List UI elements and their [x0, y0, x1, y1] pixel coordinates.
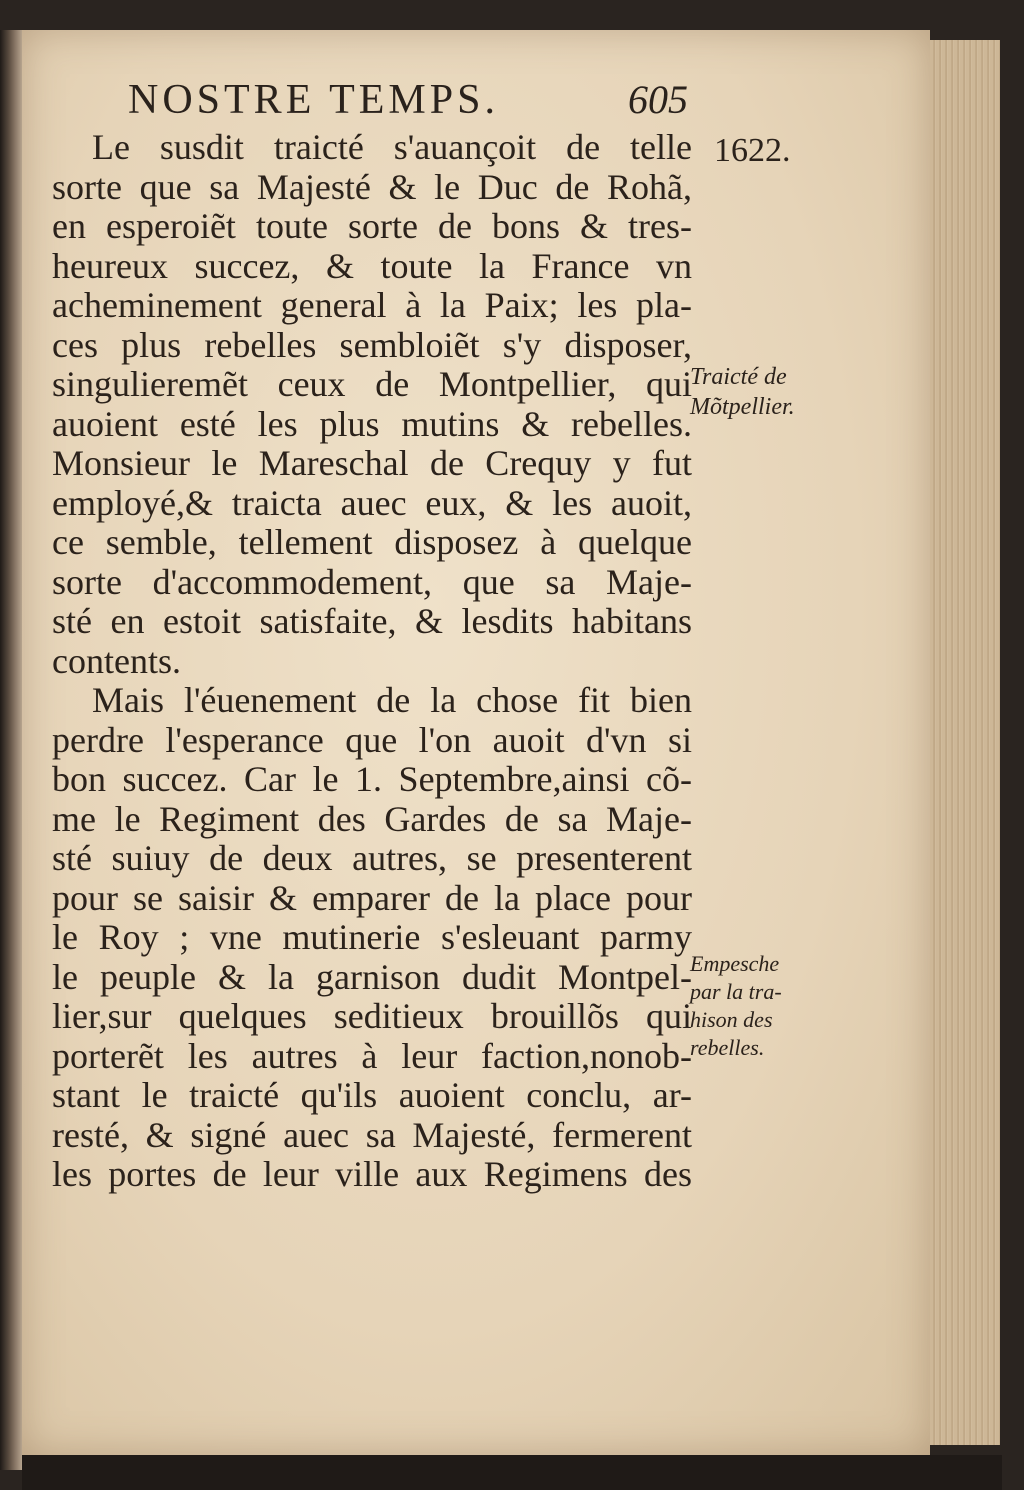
body-text: [52, 128, 692, 1195]
text-line: Le susdit traicté s'auançoit de telle: [92, 127, 692, 167]
text-line: Monsieur le Mareschal de Crequy y fut: [52, 443, 692, 483]
text-line: contents.: [52, 640, 181, 681]
text-line: resté, & signé auec sa Majesté, fermerent: [52, 1114, 692, 1155]
text-line: en esperoiẽt toute sorte de bons & tres-: [52, 206, 692, 246]
text-line: sté en estoit satisfaite, & lesdits habitans: [52, 601, 692, 641]
margin-note-line: rebelles.: [690, 1035, 765, 1060]
page-header: [128, 72, 688, 128]
text-line: me le Regiment des Gardes de sa Maje-: [52, 798, 692, 839]
margin-note-line: hison des: [690, 1007, 773, 1032]
text-line: le Roy ; vne mutinerie s'esleuant parmy: [52, 917, 692, 957]
margin-note-line: Empesche: [690, 951, 780, 976]
bottom-margin-dark: [22, 1455, 1002, 1490]
text-line: pour se saisir & emparer de la place pour: [52, 877, 692, 918]
margin-year: 1622.: [714, 132, 791, 169]
text-line: singulieremẽt ceux de Montpellier, qui: [52, 364, 692, 404]
text-line: bon succez. Car le 1. Septembre,ainsi cõ-: [52, 759, 692, 799]
text-line: employé,& traicta auec eux, & les auoit,: [52, 482, 692, 523]
text-line: stant le traicté qu'ils auoient conclu, ar-: [52, 1075, 692, 1115]
page-number: 605: [628, 77, 688, 122]
margin-note-hindered: [690, 950, 830, 1062]
text-line: sorte que sa Majesté & le Duc de Rohã,: [52, 166, 692, 207]
text-line: les portes de leur ville aux Regimens des: [52, 1154, 692, 1194]
text-line: ce semble, tellement disposez à quelque: [52, 522, 692, 562]
text-line: sorte d'accommodement, que sa Maje-: [52, 561, 692, 602]
text-line: lier,sur quelques seditieux brouillõs qui: [52, 996, 692, 1036]
running-title: NOSTRE TEMPS.: [128, 77, 499, 123]
text-line: auoient esté les plus mutins & rebelles.: [52, 403, 692, 444]
margin-note-line: Traicté de: [690, 364, 787, 390]
text-line: sté suiuy de deux autres, se presenterent: [52, 838, 692, 878]
text-line: porterẽt les autres à leur faction,nonob-: [52, 1035, 692, 1076]
text-line: ces plus rebelles sembloiẽt s'y disposer,: [52, 324, 692, 365]
text-line: perdre l'esperance que l'on auoit d'vn si: [52, 719, 692, 760]
text-line: Mais l'éuenement de la chose fit bien: [92, 680, 692, 720]
margin-note-line: par la tra-: [690, 979, 782, 1004]
text-line: heureux succez, & toute la France vn: [52, 245, 692, 286]
text-line: le peuple & la garnison dudit Montpel-: [52, 956, 692, 997]
page-fore-edge: [930, 40, 1000, 1445]
binding-edge: [0, 30, 22, 1470]
margin-note-treaty: [690, 362, 840, 422]
margin-note-line: Mõtpellier.: [690, 394, 795, 420]
text-line: acheminement general à la Paix; les pla-: [52, 285, 692, 325]
